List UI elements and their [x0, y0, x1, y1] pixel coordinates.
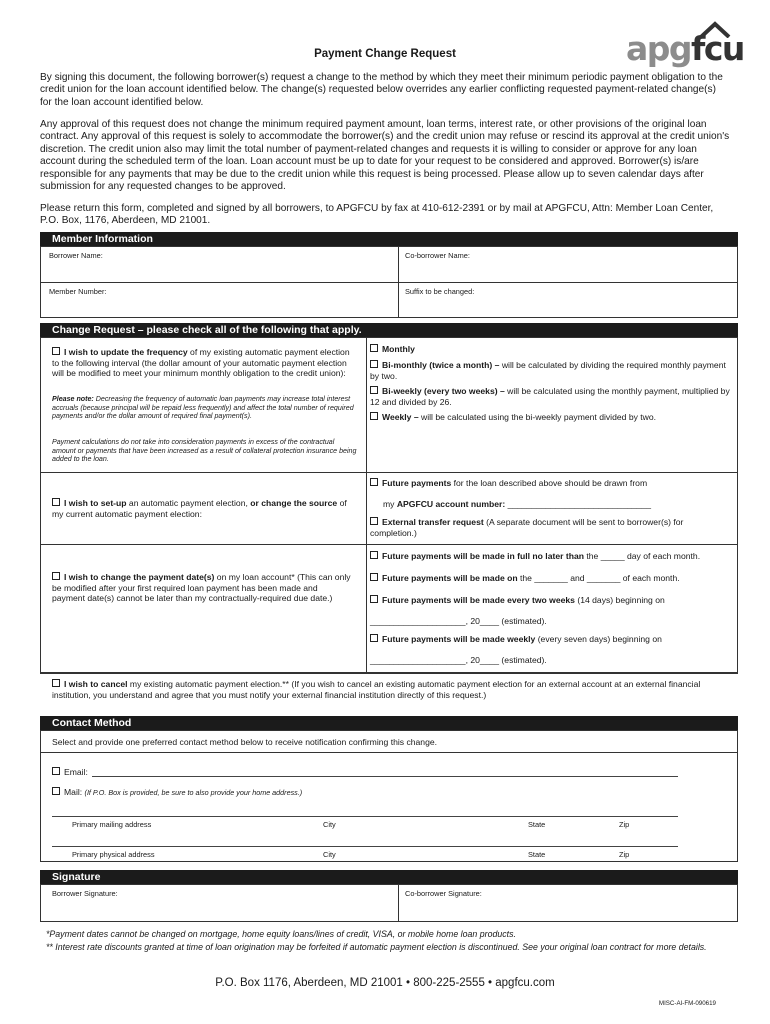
full-payment-checkbox[interactable]	[370, 551, 378, 559]
footer-address: P.O. Box 1176, Aberdeen, MD 21001 • 800-225-2555 • apgfcu.com	[215, 977, 555, 989]
physical-state-label: State	[528, 850, 546, 859]
intro-paragraph-3: Please return this form, completed and signed by all borrowers, to APGFCU by fax at 410-612-2391 or by mail at APGFCU, Attn: Member Loan Center, P.O. Box, 1176, Aberdeen, MD 21001.	[40, 203, 714, 227]
suffix-field[interactable]: Suffix to be changed:	[405, 287, 475, 296]
logo-text-light: apg	[626, 29, 692, 68]
physical-address-line[interactable]	[52, 846, 678, 847]
email-checkbox[interactable]	[52, 767, 60, 775]
payment-on-dates-checkbox[interactable]	[370, 573, 378, 581]
weekly-payment-option[interactable]: Future payments will be made weekly (every seven days) beginning on	[370, 634, 730, 645]
coborrower-signature-field[interactable]: Co-borrower Signature:	[405, 889, 482, 898]
apgfcu-account-number-field[interactable]: my APGFCU account number: ______________________________	[383, 499, 652, 509]
frequency-checkbox[interactable]	[52, 347, 60, 355]
two-weeks-checkbox[interactable]	[370, 595, 378, 603]
full-payment-date-option[interactable]: Future payments will be made in full no later than the _____ day of each month.	[370, 551, 736, 562]
footnote-1: *Payment dates cannot be changed on mortgage, home equity loans/lines of credit, VISA, or mobile home loan products.	[46, 929, 516, 939]
setup-checkbox[interactable]	[52, 498, 60, 506]
weekly-start-field[interactable]: ____________________, 20____ (estimated).	[370, 655, 547, 665]
future-payments-checkbox[interactable]	[370, 478, 378, 486]
option-monthly[interactable]: Monthly	[370, 344, 730, 355]
cancel-checkbox[interactable]	[52, 679, 60, 687]
borrower-signature-field[interactable]: Borrower Signature:	[52, 889, 118, 898]
member-info-heading: Member Information	[40, 232, 738, 246]
external-transfer-checkbox[interactable]	[370, 517, 378, 525]
signature-heading: Signature	[40, 870, 738, 884]
mailing-address-line[interactable]	[52, 816, 678, 817]
physical-city-label: City	[323, 850, 336, 859]
change-request-heading: Change Request – please check all of the following that apply.	[40, 323, 738, 337]
logo-text-dark: fcu	[691, 29, 744, 68]
mail-option[interactable]: Mail: (If P.O. Box is provided, be sure to also provide your home address.)	[52, 787, 712, 799]
mailing-state-label: State	[528, 820, 546, 829]
physical-address-label: Primary physical address	[72, 850, 155, 859]
contact-method-heading: Contact Method	[40, 716, 738, 730]
two-weeks-option[interactable]: Future payments will be made every two weeks (14 days) beginning on	[370, 595, 730, 606]
borrower-name-field[interactable]: Borrower Name:	[49, 251, 103, 260]
intro-paragraph-1: By signing this document, the following borrower(s) request a change to the method by which they meet their minimum periodic payment obligation to the credit union for the loan account identified below. The change(s) requested below overrides any earlier conflicting requested payment-related change(s) for the loan account identified below.	[40, 72, 723, 108]
biweekly-checkbox[interactable]	[370, 386, 378, 394]
member-number-field[interactable]: Member Number:	[49, 287, 107, 296]
mailing-city-label: City	[323, 820, 336, 829]
option-weekly[interactable]: Weekly – will be calculated using the bi-weekly payment divided by two.	[370, 412, 730, 423]
coborrower-name-field[interactable]: Co-borrower Name:	[405, 251, 470, 260]
bimonthly-checkbox[interactable]	[370, 360, 378, 368]
mailing-address-label: Primary mailing address	[72, 820, 152, 829]
date-change-option[interactable]: I wish to change the payment date(s) on my loan account* (This can only be modified after your first required loan payment has been made and payment date(s) cannot be later than my contractually-required due date.)	[52, 572, 351, 604]
setup-option[interactable]: I wish to set-up an automatic payment election, or change the source of my current automatic payment election:	[52, 498, 347, 519]
option-biweekly[interactable]: Bi-weekly (every two weeks) – will be calculated using the monthly payment, multiplied by 12 and divided by 26.	[370, 386, 730, 407]
physical-zip-label: Zip	[619, 850, 630, 859]
mailing-zip-label: Zip	[619, 820, 630, 829]
footnote-2: ** Interest rate discounts granted at time of loan origination may be forfeited if automatic payment election is discontinued. See your original loan contract for more details.	[46, 942, 707, 952]
mail-checkbox[interactable]	[52, 787, 60, 795]
email-option[interactable]: Email:	[52, 767, 88, 778]
external-transfer-option[interactable]: External transfer request (A separate document will be sent to borrower(s) for completion.)	[370, 517, 684, 538]
future-payments-option[interactable]: Future payments for the loan described above should be drawn from	[370, 478, 730, 489]
signature-box	[40, 884, 738, 922]
frequency-option[interactable]: I wish to update the frequency of my existing automatic payment election to the following interval (the dollar amount of your automatic payment election will be modified to meet your minimum monthly obligation to the credit union):	[52, 347, 350, 379]
weekly-payment-checkbox[interactable]	[370, 634, 378, 642]
form-code: MISC-AI-FM-090619	[658, 1000, 716, 1007]
date-change-checkbox[interactable]	[52, 572, 60, 580]
option-bimonthly[interactable]: Bi-monthly (twice a month) – will be calculated by dividing the required monthly payment by two.	[370, 360, 726, 381]
logo-roof-icon	[698, 20, 732, 38]
monthly-checkbox[interactable]	[370, 344, 378, 352]
payment-on-dates-option[interactable]: Future payments will be made on the _______ and _______ of each month.	[370, 573, 730, 584]
weekly-checkbox[interactable]	[370, 412, 378, 420]
intro-paragraph-2: Any approval of this request does not change the minimum required payment amount, loan terms, interest rate, or other provisions of the original loan contract. Any approval of this request is solely to accommodate the borrower(s) and the credit union may refuse or rescind its approval at the credit union's discretion. The credit union also may limit the total number of payment-related changes and requests it is willing to consider or approve for any loan account during the scheduled term of the loan. Loan account must be up to date for your request to be considered and approved. Borrower(s) is/are responsible for any payments that may be due to the credit union while this request is being processed. Please allow up to seven calendar days after submission for any requested changes to be approved.	[40, 119, 730, 193]
cancel-option[interactable]: I wish to cancel my existing automatic payment election.** (If you wish to cancel an existing automatic payment election for an external account at an external financial institution, you understand and agree that you must notify your external financial institution directly of this request.)	[52, 679, 701, 700]
page-title: Payment Change Request	[314, 48, 456, 60]
frequency-note: Please note: Decreasing the frequency of automatic loan payments may increase total interest accruals (because principal will be repaid less frequently) and affect the total number of required payments and/or the dollar amount of required final payment(s).	[52, 395, 354, 421]
email-line[interactable]	[92, 776, 678, 777]
two-weeks-start-field[interactable]: ____________________, 20____ (estimated).	[370, 616, 547, 626]
calculation-note: Payment calculations do not take into consideration payments in excess of the contractual amount or payments that have been increased as a result of collateral protection insurance being added to the loan.	[52, 438, 357, 464]
contact-instruction: Select and provide one preferred contact method below to receive notification confirming this change.	[52, 737, 438, 747]
